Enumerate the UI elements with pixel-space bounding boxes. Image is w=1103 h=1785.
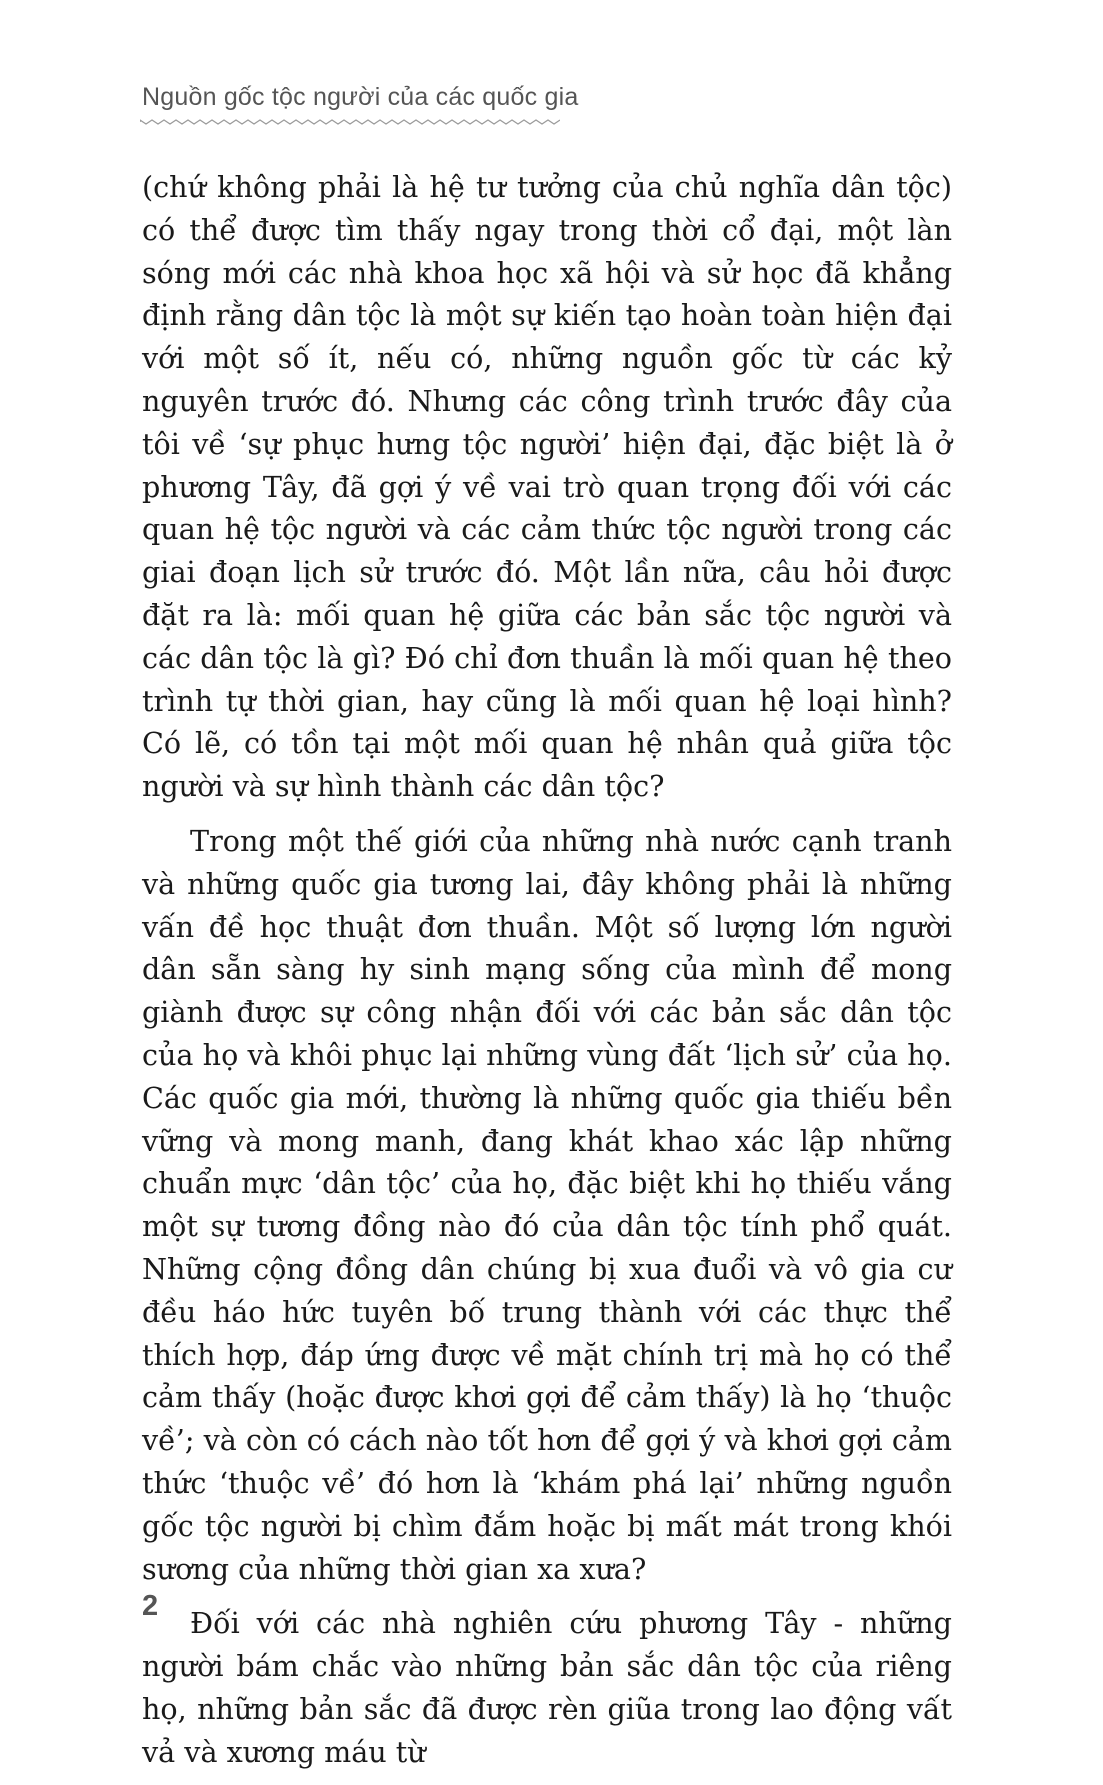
page-number: 2 — [142, 1590, 159, 1622]
paragraph-3: Đối với các nhà nghiên cứu phương Tây - những người bám chắc vào những bản sắc dân tộc của riêng họ, những bản sắc đã được rèn giũa trong lao động vất vả và xương máu từ — [142, 1606, 952, 1769]
running-header-title: Nguồn gốc tộc người của các quốc gia — [142, 83, 579, 111]
header-wavy-underline — [140, 118, 560, 126]
paragraph-1: (chứ không phải là hệ tư tưởng của chủ nghĩa dân tộc) có thể được tìm thấy ngay trong thời cổ đại, một làn sóng mới các nhà khoa học xã hội và sử học đã khẳng định rằng dân tộc là một sự kiến tạo hoàn toàn hiện đại với một số ít, nếu có, những nguồn gốc từ các kỷ nguyên trước đó. Nhưng các công trình trước đây của tôi về ‘sự phục hưng tộc người’ hiện đại, đặc biệt là ở phương Tây, đã gợi ý về vai trò quan trọng đối với các quan hệ tộc người và các cảm thức tộc người trong các giai đoạn lịch sử trước đó. Một lần nữa, câu hỏi được đặt ra là: mối quan hệ giữa các bản sắc tộc người và các dân tộc là gì? Đó chỉ đơn thuần là mối quan hệ theo trình tự thời gian, hay cũng là mối quan hệ loại hình? Có lẽ, có tồn tại một mối quan hệ nhân quả giữa tộc người và sự hình thành các dân tộc? — [142, 170, 952, 804]
body-text — [142, 166, 952, 1785]
paragraph-2: Trong một thế giới của những nhà nước cạnh tranh và những quốc gia tương lai, đây không phải là những vấn đề học thuật đơn thuần. Một số lượng lớn người dân sẵn sàng hy sinh mạng sống của mình để mong giành được sự công nhận đối với các bản sắc dân tộc của họ và khôi phục lại những vùng đất ‘lịch sử’ của họ. Các quốc gia mới, thường là những quốc gia thiếu bền vững và mong manh, đang khát khao xác lập những chuẩn mực ‘dân tộc’ của họ, đặc biệt khi họ thiếu vắng một sự tương đồng nào đó của dân tộc tính phổ quát. Những cộng đồng dân chúng bị xua đuổi và vô gia cư đều háo hức tuyên bố trung thành với các thực thể thích hợp, đáp ứng được về mặt chính trị mà họ có thể cảm thấy (hoặc được khơi gợi để cảm thấy) là họ ‘thuộc về’; và còn có cách nào tốt hơn để gợi ý và khơi gợi cảm thức ‘thuộc về’ đó hơn là ‘khám phá lại’ những nguồn gốc tộc người bị chìm đắm hoặc bị mất mát trong khói sương của những thời gian xa xưa? — [142, 823, 952, 1586]
